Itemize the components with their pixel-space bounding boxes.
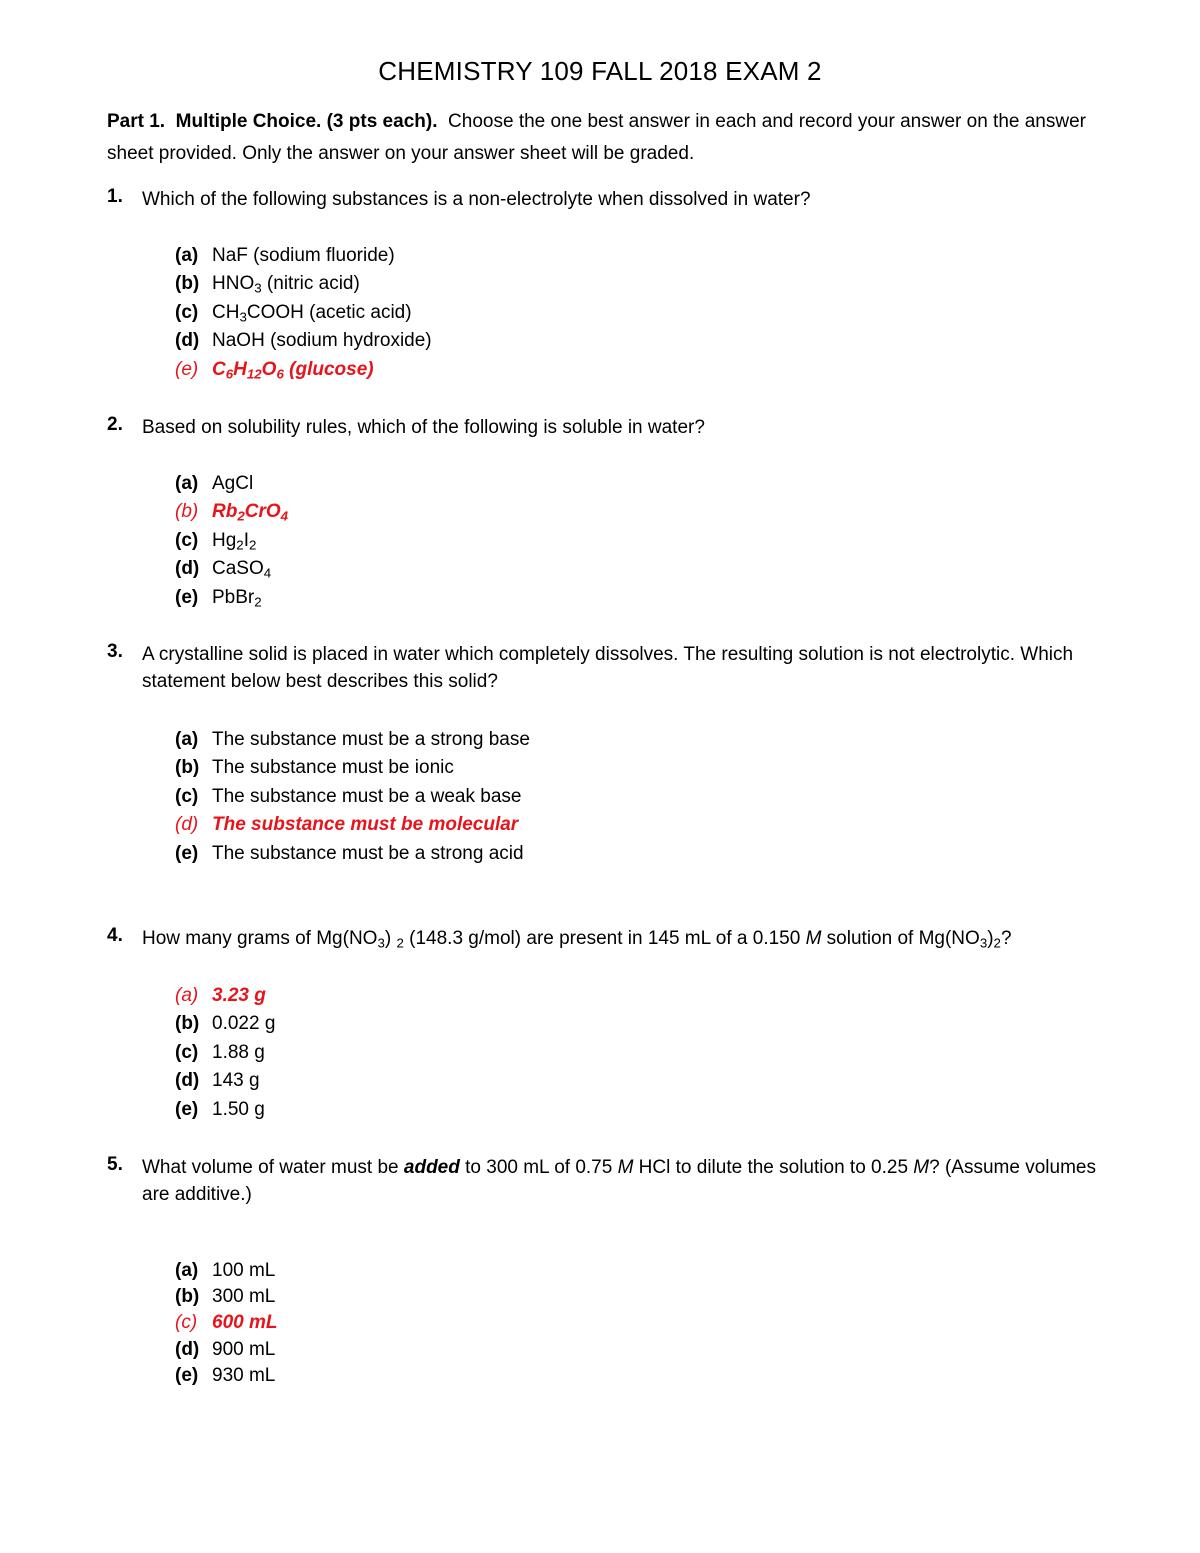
option-label: (a) xyxy=(175,1260,199,1281)
option-label: (e) xyxy=(175,842,199,864)
option-label: (c) xyxy=(175,1312,198,1334)
question-number: 4. xyxy=(107,925,123,946)
option-d-correct[interactable] xyxy=(175,811,530,839)
option-text: 600 mL xyxy=(212,1312,278,1334)
option-text: The substance must be a strong base xyxy=(212,729,530,750)
question-stem: What volume of water must be added to 300 mL of 0.75 M HCl to dilute the solution to 0.25 M? (Assume volumes are additive.) xyxy=(142,1157,1096,1205)
option-c[interactable] xyxy=(175,783,530,811)
option-label: (e) xyxy=(175,1098,199,1120)
option-label: (e) xyxy=(175,358,199,380)
option-b[interactable] xyxy=(175,754,530,782)
question-2 xyxy=(107,414,1097,441)
option-text: NaOH (sodium hydroxide) xyxy=(212,330,432,352)
option-label: (d) xyxy=(175,558,200,580)
section-label: Multiple Choice. (3 pts each). xyxy=(175,111,438,132)
option-label: (c) xyxy=(175,785,199,807)
option-text: The substance must be ionic xyxy=(212,757,454,779)
option-label: (a) xyxy=(175,985,199,1006)
option-label: (b) xyxy=(175,273,200,295)
option-label: (d) xyxy=(175,814,199,836)
instructions-text: Choose the one best answer in each and record your answer on the answer sheet provided. Only the answer on your answer sheet will be graded. xyxy=(107,111,1086,164)
option-text: The substance must be a weak base xyxy=(212,785,522,807)
options-q1 xyxy=(175,242,432,384)
option-e[interactable]: (e) PbBr$_2$ xyxy=(175,584,288,612)
option-e[interactable] xyxy=(175,840,530,868)
option-label: (d) xyxy=(175,1338,200,1360)
instructions xyxy=(107,106,1097,170)
option-d[interactable] xyxy=(175,1067,275,1095)
option-b[interactable] xyxy=(175,1010,275,1038)
option-label: (d) xyxy=(175,1070,200,1092)
option-label: (d) xyxy=(175,330,200,352)
option-b-correct[interactable]: (b) $Rb_2CrO_4$ xyxy=(175,498,288,526)
option-text: 1.50 g xyxy=(212,1098,265,1120)
question-stem: Based on solubility rules, which of the following is soluble in water? xyxy=(142,417,705,438)
question-number: 5. xyxy=(107,1154,123,1175)
option-text: 143 g xyxy=(212,1070,260,1092)
option-c[interactable] xyxy=(175,1039,275,1067)
option-text: 1.88 g xyxy=(212,1041,265,1063)
option-text: The substance must be a strong acid xyxy=(212,842,524,864)
option-c-correct[interactable] xyxy=(175,1310,277,1336)
option-a[interactable] xyxy=(175,470,288,498)
question-number: 2. xyxy=(107,414,123,435)
option-text: 900 mL xyxy=(212,1338,276,1360)
option-text: 0.022 g xyxy=(212,1013,276,1035)
option-label: (e) xyxy=(175,1364,199,1386)
question-3 xyxy=(107,641,1097,695)
option-label: (b) xyxy=(175,757,200,779)
options-q4 xyxy=(175,982,275,1124)
option-text: 300 mL xyxy=(212,1286,276,1308)
option-c[interactable]: (c) $CH_3COOH$ (acetic acid) xyxy=(175,299,432,327)
option-text: (glucose) xyxy=(289,358,374,380)
option-text: The substance must be molecular xyxy=(212,814,519,836)
options-q2 xyxy=(175,470,288,612)
option-label: (a) xyxy=(175,245,199,266)
question-4 xyxy=(107,925,1097,952)
option-label: (b) xyxy=(175,1286,200,1308)
option-label: (a) xyxy=(175,473,199,494)
question-stem: Which of the following substances is a non-electrolyte when dissolved in water? xyxy=(142,189,811,210)
option-text: 100 mL xyxy=(212,1260,276,1281)
question-stem: How many grams of $Mg(NO_3)$ $_2$ (148.3 g/mol) are present in 145 mL of a 0.150 M solution of $Mg(NO_3)_2$? xyxy=(142,928,1012,951)
option-e-correct[interactable]: (e) $C_6H_{12}O_6$ (glucose) xyxy=(175,356,432,384)
option-d[interactable] xyxy=(175,1337,277,1363)
question-5 xyxy=(107,1154,1097,1208)
question-number: 1. xyxy=(107,186,123,207)
option-b[interactable]: (b) $HNO_3$ (nitric acid) xyxy=(175,270,432,298)
option-text: AgCl xyxy=(212,473,254,494)
option-label: (a) xyxy=(175,729,199,750)
question-stem: A crystalline solid is placed in water which completely dissolves. The resulting solution is not electrolytic. Which statement below best describes this solid? xyxy=(142,644,1074,692)
option-label: (e) xyxy=(175,586,199,608)
option-a[interactable] xyxy=(175,1258,277,1284)
option-a[interactable] xyxy=(175,726,530,754)
option-label: (b) xyxy=(175,1013,200,1035)
option-a-correct[interactable] xyxy=(175,982,275,1010)
options-q5 xyxy=(175,1258,277,1389)
option-text: 3.23 g xyxy=(212,985,266,1006)
option-d[interactable] xyxy=(175,327,432,355)
option-label: (b) xyxy=(175,501,199,523)
question-number: 3. xyxy=(107,641,123,662)
option-label: (c) xyxy=(175,529,199,551)
option-label: (c) xyxy=(175,301,199,323)
options-q3 xyxy=(175,726,530,868)
option-c[interactable]: (c) $Hg_2I_2$ xyxy=(175,527,288,555)
option-b[interactable] xyxy=(175,1284,277,1310)
option-text: 930 mL xyxy=(212,1364,276,1386)
option-a[interactable] xyxy=(175,242,432,270)
question-1 xyxy=(107,186,1097,213)
page-title: CHEMISTRY 109 FALL 2018 EXAM 2 xyxy=(378,56,822,86)
option-text: NaF (sodium fluoride) xyxy=(212,245,395,266)
option-e[interactable] xyxy=(175,1096,275,1124)
option-e[interactable] xyxy=(175,1363,277,1389)
option-text: (nitric acid) xyxy=(266,273,360,295)
option-text: COOH (acetic acid) xyxy=(246,301,412,323)
part-label: Part 1. xyxy=(107,111,166,132)
option-label: (c) xyxy=(175,1041,199,1063)
option-d[interactable]: (d) CaSO$_4$ xyxy=(175,555,288,583)
